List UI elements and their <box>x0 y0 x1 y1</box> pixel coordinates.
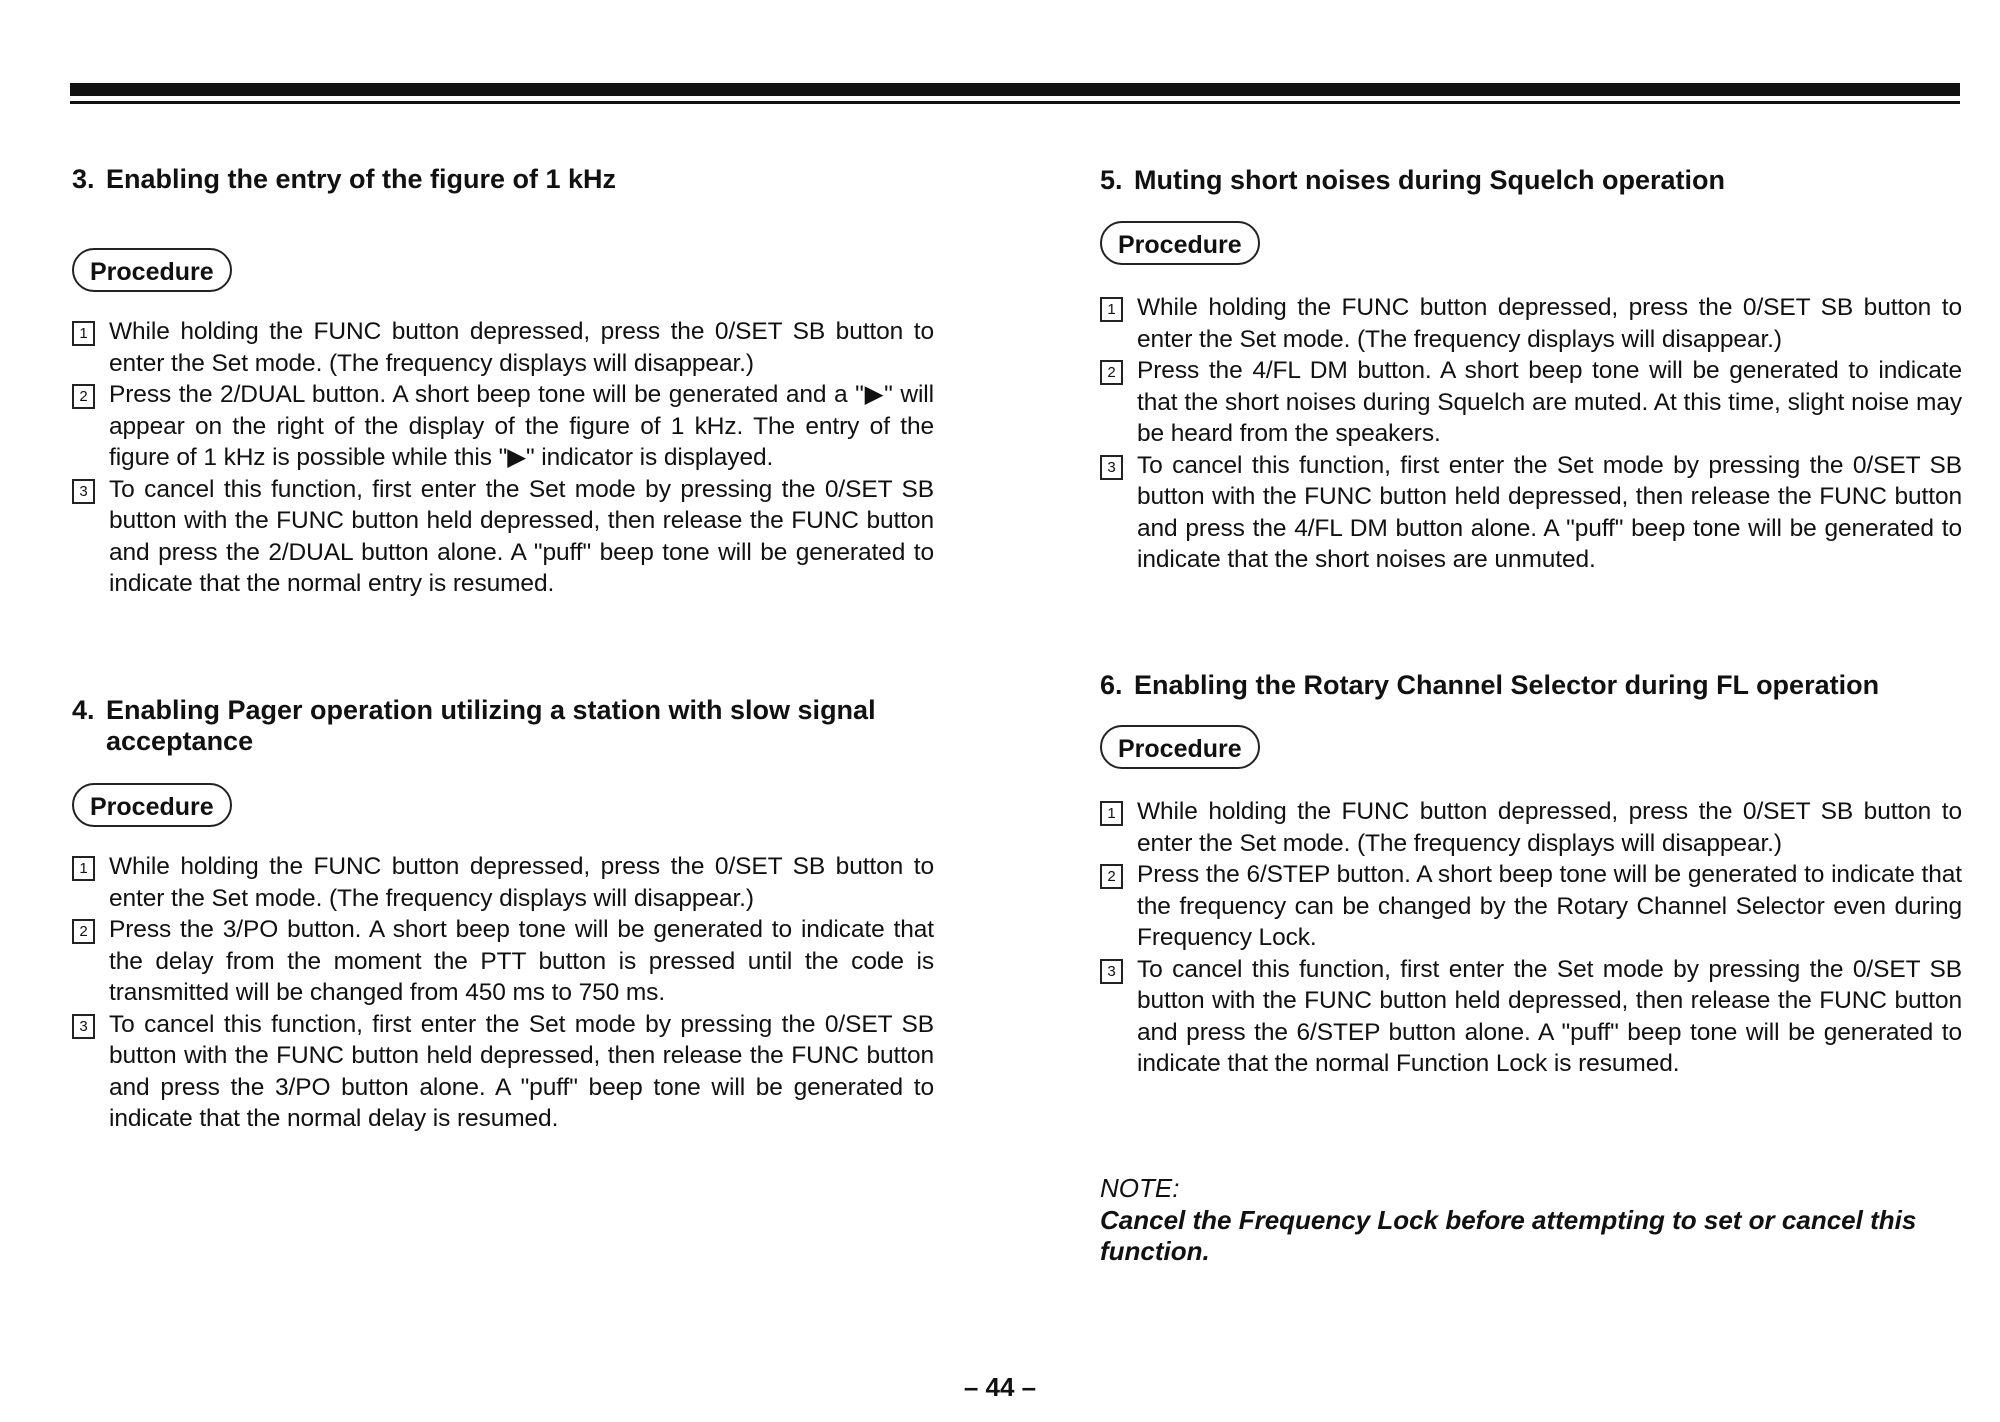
step-number-box: 2 <box>1100 864 1123 889</box>
section-6-heading <box>1100 670 1962 701</box>
step-item <box>1100 355 1962 450</box>
step-number-box: 1 <box>1100 801 1123 826</box>
note-text: Cancel the Frequency Lock before attempting to set or cancel this function. <box>1100 1204 1917 1266</box>
step-item <box>1100 954 1962 1080</box>
procedure-label: Procedure <box>1100 725 1260 769</box>
step-text: To cancel this function, first enter the Set mode by pressing the 0/SET SB button with the FUNC button held depressed, then release the FUNC button and press the 3/PO button alone. A "puff" beep tone will be generated to indicate that the normal delay is resumed. <box>109 1010 934 1132</box>
step-text: To cancel this function, first enter the Set mode by pressing the 0/SET SB button with the FUNC button held depressed, then release the FUNC button and press the 6/STEP button alone. A "puff" beep tone will be generated to indicate that the normal Function Lock is resumed. <box>1137 955 1962 1077</box>
step-item <box>1100 859 1962 954</box>
step-text: To cancel this function, first enter the Set mode by pressing the 0/SET SB button with the FUNC button held depressed, then release the FUNC button and press the 4/FL DM button alone. A "puff" beep tone will be generated to indicate that the short noises are unmuted. <box>1137 451 1962 573</box>
section-3-steps <box>72 316 934 600</box>
section-number: 6. <box>1100 670 1123 700</box>
section-title: Muting short noises during Squelch operation <box>1134 165 1726 195</box>
step-number-box: 3 <box>1100 959 1123 984</box>
step-item <box>72 316 934 379</box>
section-title: Enabling the entry of the figure of 1 kHz <box>106 164 617 194</box>
step-text: To cancel this function, first enter the Set mode by pressing the 0/SET SB button with the FUNC button held depressed, then release the FUNC button and press the 2/DUAL button alone. A "puff" beep tone will be generated to indicate that the normal entry is resumed. <box>109 475 934 597</box>
note-label: NOTE: <box>1100 1173 1180 1203</box>
step-text: Press the 6/STEP button. A short beep tone will be generated to indicate that the frequency can be changed by the Rotary Channel Selector even during Frequency Lock. <box>1137 861 1962 951</box>
step-text: While holding the FUNC button depressed, press the 0/SET SB button to enter the Set mode. (The frequency displays will disappear.) <box>1137 798 1962 857</box>
procedure-label: Procedure <box>72 783 232 827</box>
step-text: While holding the FUNC button depressed, press the 0/SET SB button to enter the Set mode. (The frequency displays will disappear.) <box>109 853 934 912</box>
step-number-box: 1 <box>1100 297 1123 322</box>
section-3-heading <box>72 164 934 195</box>
page-number: – 44 – <box>963 1372 1037 1402</box>
procedure-label: Procedure <box>72 248 232 292</box>
section-title: Enabling Pager operation utilizing a station with slow signal acceptance <box>106 695 876 756</box>
top-rule-thin <box>70 101 1960 104</box>
step-item <box>72 379 934 474</box>
step-number-box: 3 <box>72 479 95 504</box>
section-5-heading <box>1100 165 1962 196</box>
procedure-label: Procedure <box>1100 221 1260 265</box>
section-title: Enabling the Rotary Channel Selector during FL operation <box>1134 670 1880 700</box>
step-item <box>72 851 934 914</box>
step-text: Press the 3/PO button. A short beep tone will be generated to indicate that the delay from the moment the PTT button is pressed until the code is transmitted will be changed from 450 ms to 750 ms. <box>109 916 934 1006</box>
step-item <box>72 474 934 600</box>
step-text: Press the 4/FL DM button. A short beep tone will be generated to indicate that the short noises during Squelch are muted. At this time, slight noise may be heard from the speakers. <box>1137 357 1962 447</box>
section-5-steps <box>1100 292 1962 576</box>
section-4-heading <box>72 695 934 757</box>
step-item <box>1100 796 1962 859</box>
top-rule <box>70 83 1960 96</box>
section-number: 5. <box>1100 165 1123 195</box>
step-number-box: 2 <box>72 919 95 944</box>
step-text: While holding the FUNC button depressed, press the 0/SET SB button to enter the Set mode. (The frequency displays will disappear.) <box>109 318 934 377</box>
step-item <box>1100 292 1962 355</box>
step-number-box: 2 <box>1100 360 1123 385</box>
step-number-box: 1 <box>72 856 95 881</box>
section-number: 3. <box>72 164 95 194</box>
step-text: While holding the FUNC button depressed, press the 0/SET SB button to enter the Set mode. (The frequency displays will disappear.) <box>1137 294 1962 353</box>
step-number-box: 3 <box>72 1014 95 1039</box>
section-number: 4. <box>72 695 95 725</box>
step-number-box: 1 <box>72 321 95 346</box>
step-number-box: 3 <box>1100 455 1123 480</box>
note-block <box>1100 1173 1962 1268</box>
step-item <box>72 914 934 1009</box>
section-4-steps <box>72 851 934 1135</box>
step-item <box>72 1009 934 1135</box>
step-item <box>1100 450 1962 576</box>
step-text: Press the 2/DUAL button. A short beep tone will be generated and a "▶" will appear on the right of the display of the figure of 1 kHz. The entry of the figure of 1 kHz is possible while this "▶" indicator is displayed. <box>109 381 934 471</box>
section-6-steps <box>1100 796 1962 1080</box>
step-number-box: 2 <box>72 384 95 409</box>
